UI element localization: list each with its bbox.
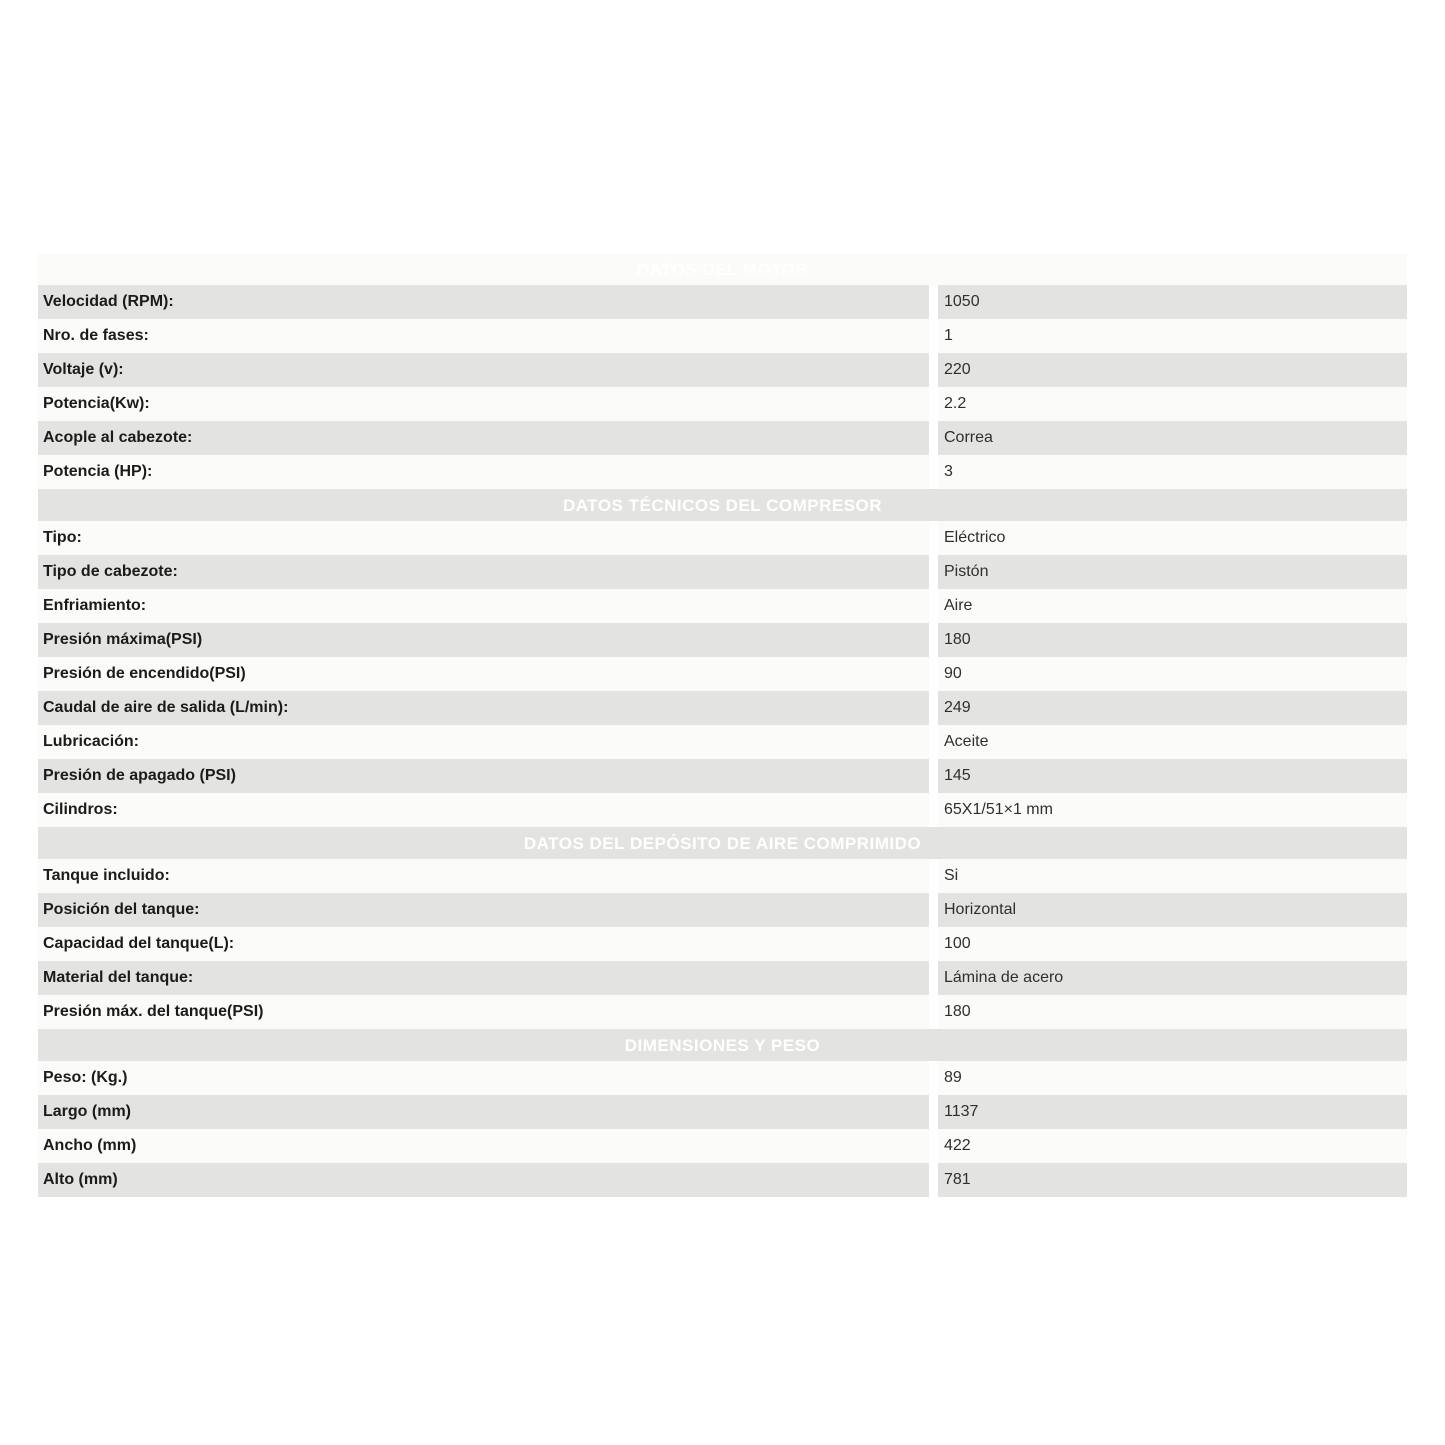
- spec-label: Presión máx. del tanque(PSI): [38, 995, 938, 1029]
- spec-row: [38, 455, 1407, 489]
- spec-row: [38, 555, 1407, 589]
- spec-label: Alto (mm): [38, 1163, 938, 1197]
- spec-label: Tipo:: [38, 521, 938, 555]
- spec-label: Potencia(Kw):: [38, 387, 938, 421]
- spec-value: 249: [938, 691, 1407, 725]
- spec-table: [38, 253, 1407, 1197]
- spec-row: [38, 1163, 1407, 1197]
- section-header-row: [38, 1029, 1407, 1061]
- spec-label: Enfriamiento:: [38, 589, 938, 623]
- spec-row: [38, 589, 1407, 623]
- spec-label: Tipo de cabezote:: [38, 555, 938, 589]
- spec-value: Correa: [938, 421, 1407, 455]
- spec-label: Posición del tanque:: [38, 893, 938, 927]
- spec-label: Potencia (HP):: [38, 455, 938, 489]
- spec-value: Pistón: [938, 555, 1407, 589]
- spec-label: Caudal de aire de salida (L/min):: [38, 691, 938, 725]
- spec-value: Horizontal: [938, 893, 1407, 927]
- spec-value: 3: [938, 455, 1407, 489]
- spec-row: [38, 1061, 1407, 1095]
- spec-row: [38, 927, 1407, 961]
- spec-value: Si: [938, 859, 1407, 893]
- spec-value: 145: [938, 759, 1407, 793]
- spec-value: 180: [938, 623, 1407, 657]
- spec-value: Aceite: [938, 725, 1407, 759]
- spec-value: Eléctrico: [938, 521, 1407, 555]
- spec-value: 781: [938, 1163, 1407, 1197]
- spec-row: [38, 1095, 1407, 1129]
- spec-label: Material del tanque:: [38, 961, 938, 995]
- spec-label: Tanque incluido:: [38, 859, 938, 893]
- spec-label: Lubricación:: [38, 725, 938, 759]
- spec-table-body: [38, 253, 1407, 1197]
- spec-row: [38, 387, 1407, 421]
- spec-label: Capacidad del tanque(L):: [38, 927, 938, 961]
- spec-row: [38, 759, 1407, 793]
- spec-row: [38, 859, 1407, 893]
- spec-row: [38, 353, 1407, 387]
- section-title: DIMENSIONES Y PESO: [38, 1029, 1407, 1061]
- spec-value: Aire: [938, 589, 1407, 623]
- spec-value: Lámina de acero: [938, 961, 1407, 995]
- spec-label: Acople al cabezote:: [38, 421, 938, 455]
- spec-row: [38, 657, 1407, 691]
- spec-value: 1137: [938, 1095, 1407, 1129]
- spec-value: 89: [938, 1061, 1407, 1095]
- spec-label: Voltaje (v):: [38, 353, 938, 387]
- spec-row: [38, 793, 1407, 827]
- spec-label: Velocidad (RPM):: [38, 285, 938, 319]
- spec-value: 100: [938, 927, 1407, 961]
- spec-value: 1: [938, 319, 1407, 353]
- section-header-row: [38, 827, 1407, 859]
- spec-row: [38, 521, 1407, 555]
- spec-label: Presión de encendido(PSI): [38, 657, 938, 691]
- spec-value: 90: [938, 657, 1407, 691]
- spec-label: Peso: (Kg.): [38, 1061, 938, 1095]
- section-header-row: [38, 253, 1407, 285]
- spec-value: 2.2: [938, 387, 1407, 421]
- spec-sheet: [38, 253, 1407, 1197]
- spec-row: [38, 285, 1407, 319]
- spec-value: 422: [938, 1129, 1407, 1163]
- spec-label: Presión máxima(PSI): [38, 623, 938, 657]
- spec-label: Largo (mm): [38, 1095, 938, 1129]
- section-title: DATOS TÉCNICOS DEL COMPRESOR: [38, 489, 1407, 521]
- spec-label: Nro. de fases:: [38, 319, 938, 353]
- spec-value: 65X1/51×1 mm: [938, 793, 1407, 827]
- spec-row: [38, 725, 1407, 759]
- spec-label: Presión de apagado (PSI): [38, 759, 938, 793]
- spec-label: Cilindros:: [38, 793, 938, 827]
- section-header-row: [38, 489, 1407, 521]
- spec-value: 220: [938, 353, 1407, 387]
- spec-row: [38, 1129, 1407, 1163]
- spec-row: [38, 623, 1407, 657]
- spec-label: Ancho (mm): [38, 1129, 938, 1163]
- spec-row: [38, 319, 1407, 353]
- spec-row: [38, 691, 1407, 725]
- spec-value: 1050: [938, 285, 1407, 319]
- section-title: DATOS DEL DEPÓSITO DE AIRE COMPRIMIDO: [38, 827, 1407, 859]
- spec-row: [38, 893, 1407, 927]
- spec-value: 180: [938, 995, 1407, 1029]
- spec-row: [38, 961, 1407, 995]
- section-title: DATOS DEL MOTOR: [38, 253, 1407, 285]
- spec-row: [38, 995, 1407, 1029]
- spec-row: [38, 421, 1407, 455]
